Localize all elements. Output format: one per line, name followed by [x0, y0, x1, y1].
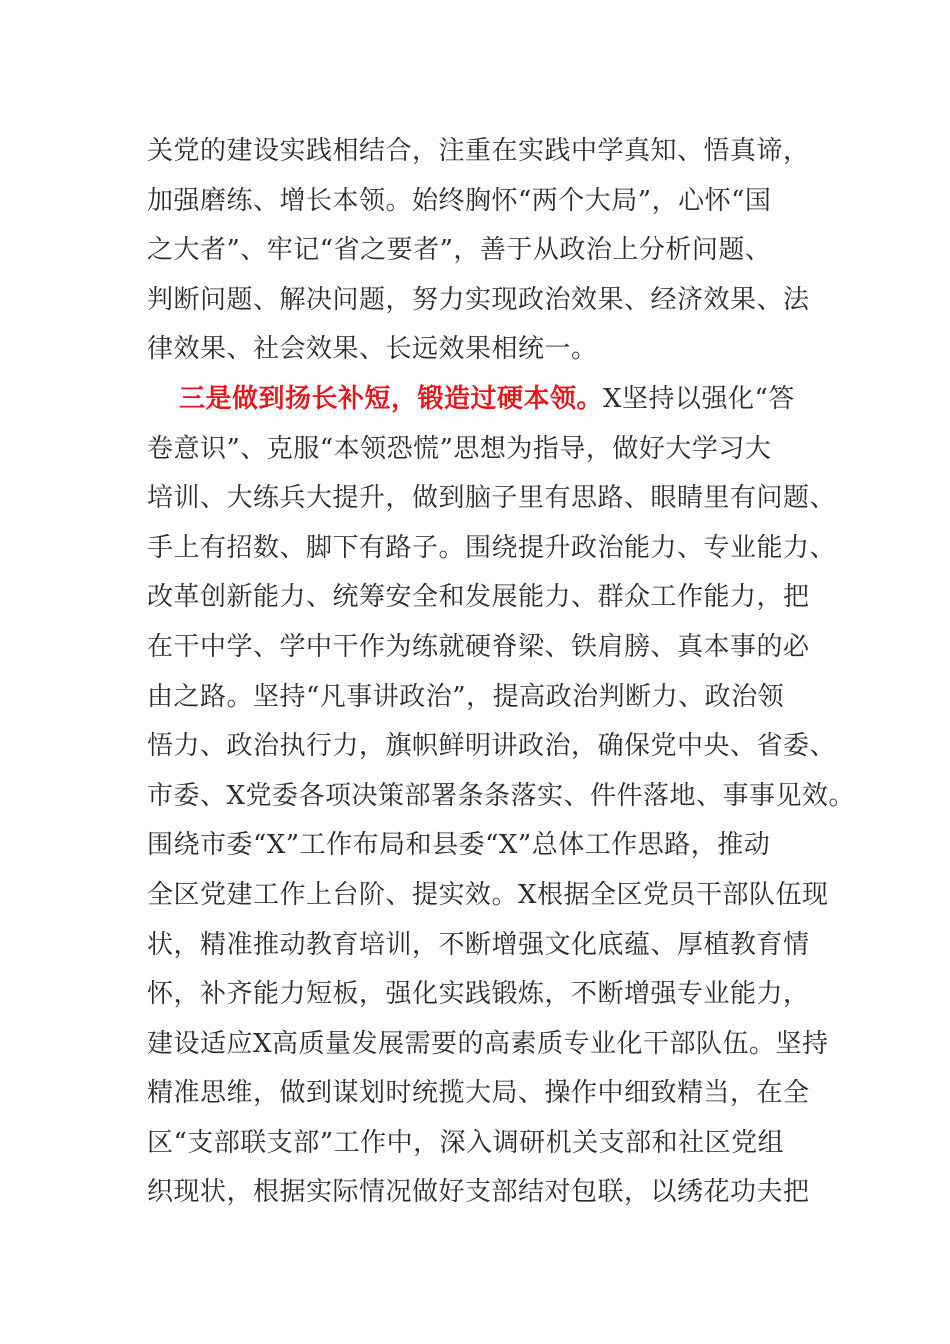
paragraph-first-line: [147, 375, 827, 425]
text-line: 判断问题、解决问题，努力实现政治效果、经济效果、法: [147, 284, 810, 315]
text-line: 之大者”、牢记“省之要者”，善于从政治上分析问题、: [147, 235, 772, 266]
text-line: 加强磨练、增长本领。始终胸怀“两个大局”，心怀“国: [147, 185, 772, 216]
text-line: 织现状，根据实际情况做好支部结对包联，以绣花功夫把: [147, 1177, 810, 1208]
text-line: 围绕市委“X”工作布局和县委“X”总体工作思路，推动: [147, 830, 771, 861]
text-line: 改革创新能力、统筹安全和发展能力、群众工作能力，把: [147, 582, 810, 613]
text-line: 区“支部联支部”工作中，深入调研机关支部和社区党组: [147, 1127, 785, 1158]
text-line: 关党的建设实践相结合，注重在实践中学真知、悟真谛，: [147, 136, 810, 166]
text-line: 律效果、社会效果、长远效果相统一。: [147, 334, 598, 365]
text-line: 怀，补齐能力短板，强化实践锻炼，不断增强专业能力，: [147, 979, 810, 1010]
text-line: 在干中学、学中干作为练就硬脊梁、铁肩膀、真本事的必: [147, 631, 810, 662]
text-line: 建设适应X高质量发展需要的高素质专业化干部队伍。坚持: [147, 1028, 829, 1059]
text-line: 市委、X党委各项决策部署条条落实、件件落地、事事见效。: [147, 780, 856, 811]
text-line: 状，精准推动教育培训，不断增强文化底蕴、厚植教育情: [147, 929, 810, 960]
body-text: [147, 127, 856, 1218]
text-line: 由之路。坚持“凡事讲政治”，提高政治判断力、政治领: [147, 681, 785, 712]
section-heading: 三是做到扬长补短，锻造过硬本领。: [179, 383, 604, 414]
text-line: 卷意识”、克服“本领恐慌”思想为指导，做好大学习大: [147, 433, 772, 464]
text-line: 悟力、政治执行力，旗帜鲜明讲政治，确保党中央、省委、: [147, 731, 837, 762]
text-span: X坚持以强化“答: [603, 383, 795, 414]
text-line: 手上有招数、脚下有路子。围绕提升政治能力、专业能力、: [147, 532, 837, 563]
text-line: 培训、大练兵大提升，做到脑子里有思路、眼睛里有问题、: [147, 483, 837, 514]
text-line: 全区党建工作上台阶、提实效。X根据全区党员干部队伍现: [147, 879, 829, 910]
text-line: 精准思维，做到谋划时统揽大局、操作中细致精当，在全: [147, 1078, 810, 1109]
